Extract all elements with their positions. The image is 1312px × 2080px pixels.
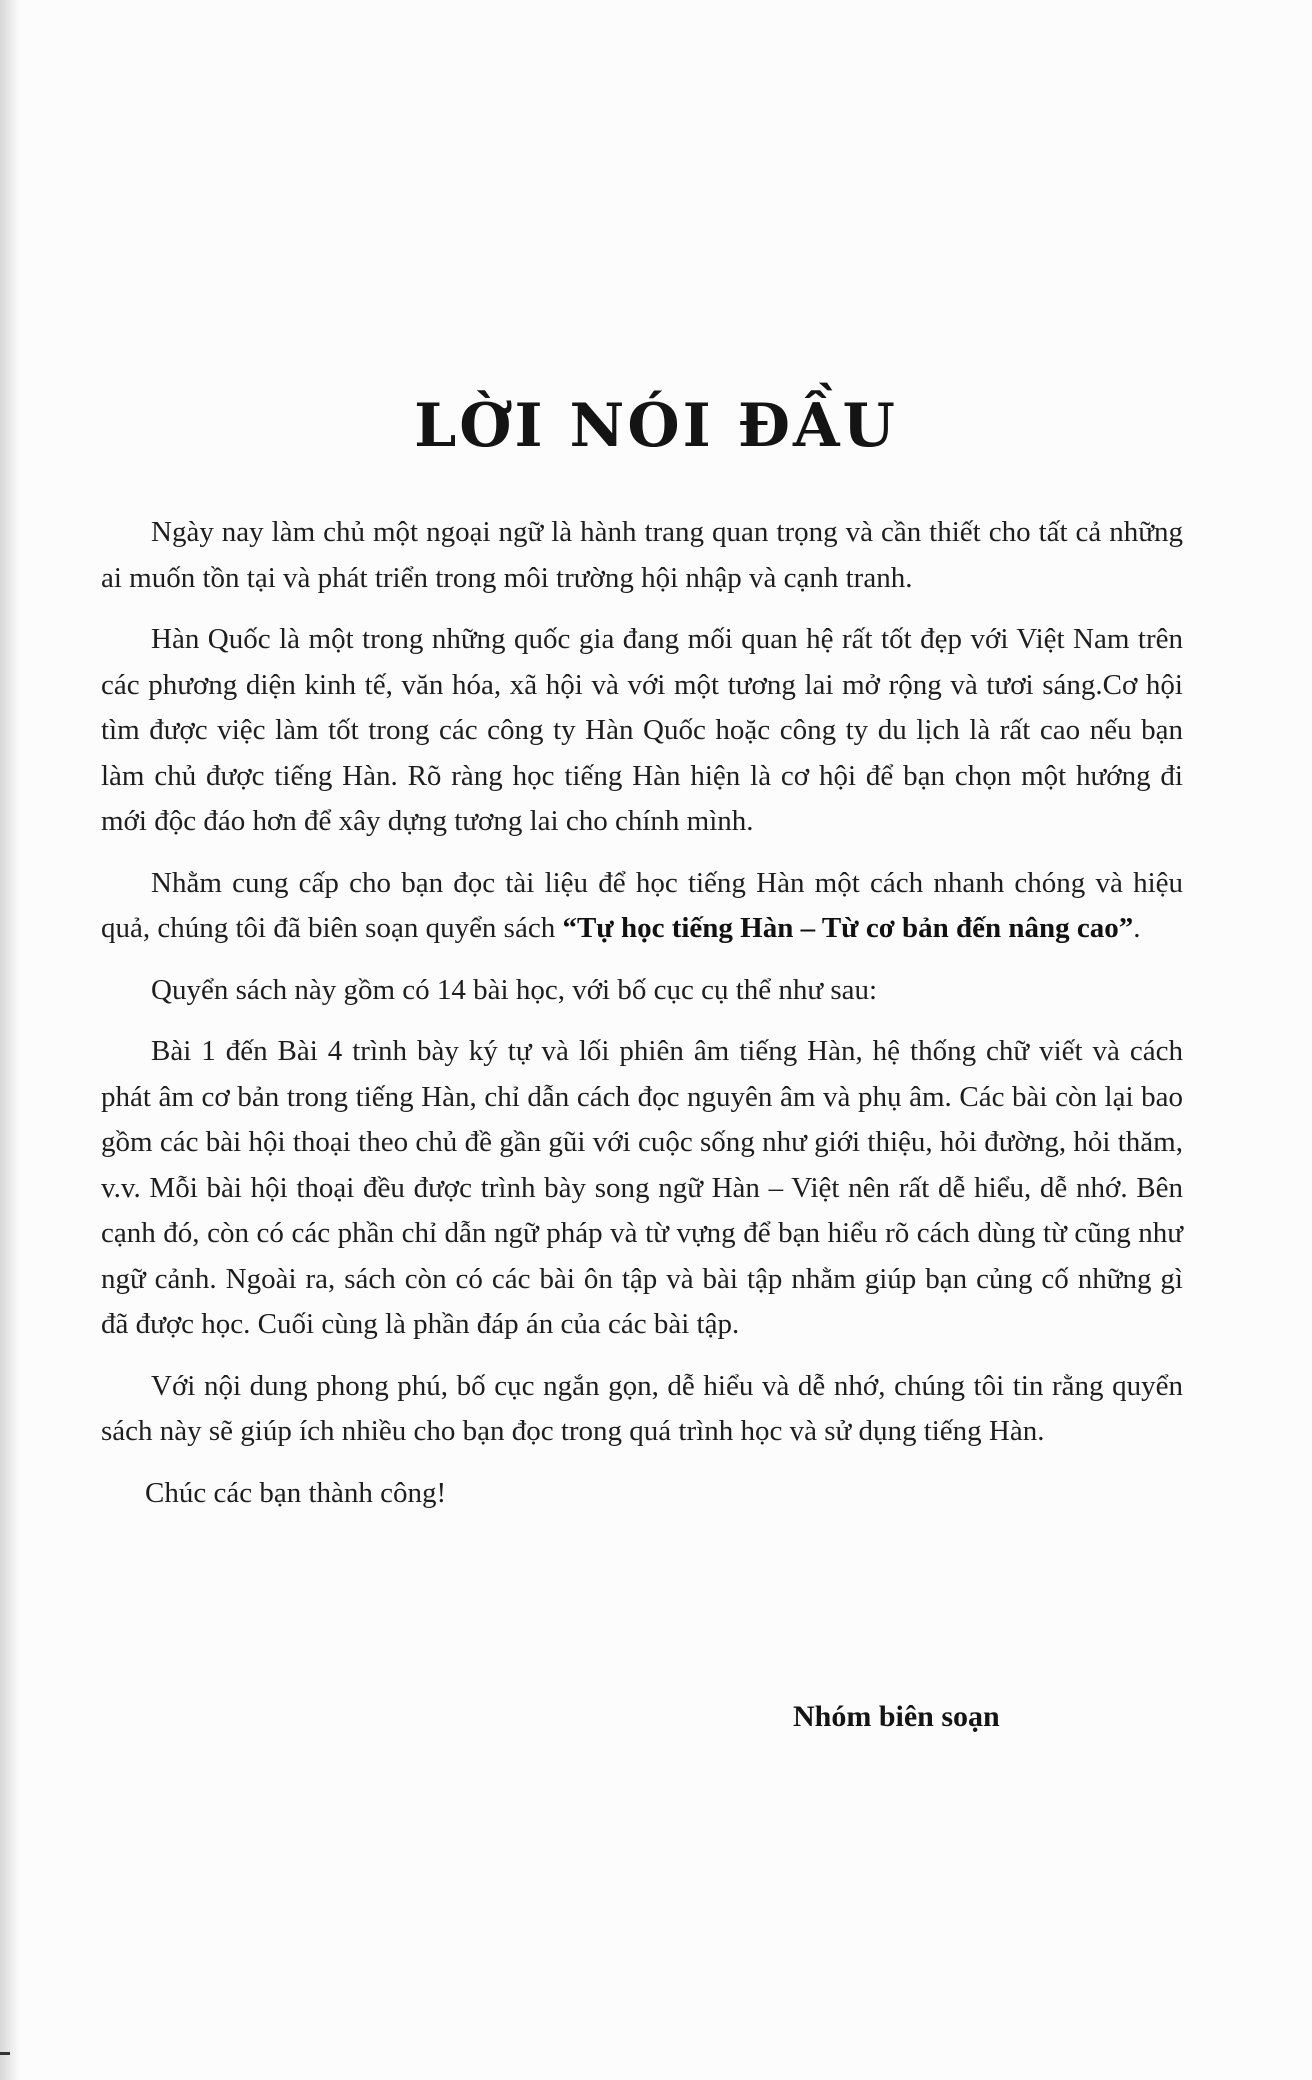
paragraph-korea-relations: Hàn Quốc là một trong những quốc gia đang mối quan hệ rất tốt đẹp với Việt Nam trên các phương diện kinh tế, văn hóa, xã hội và với một tương lai mở rộng và tươi sáng.Cơ hội tìm được việc làm tốt trong các công ty Hàn Quốc hoặc công ty du lịch là rất cao nếu bạn làm chủ được tiếng Hàn. Rõ ràng học tiếng Hàn hiện là cơ hội để bạn chọn một hướng đi mới độc đáo hơn để xây dựng tương lai cho chính mình.: [101, 623, 1183, 837]
paragraph-lesson-overview: Bài 1 đến Bài 4 trình bày ký tự và lối phiên âm tiếng Hàn, hệ thống chữ viết và cách phát âm cơ bản trong tiếng Hàn, chỉ dẫn cách đọc nguyên âm và phụ âm. Các bài còn lại bao gồm các bài hội thoại theo chủ đề gần gũi với cuộc sống như giới thiệu, hỏi đường, hỏi thăm, v.v. Mỗi bài hội thoại đều được trình bày song ngữ Hàn – Việt nên rất dễ hiểu, dễ nhớ. Bên cạnh đó, còn có các phần chỉ dẫn ngữ pháp và từ vựng để bạn hiểu rõ cách dùng từ cũng như ngữ cảnh. Ngoài ra, sách còn có các bài ôn tập và bài tập nhằm giúp bạn củng cố những gì đã được học. Cuối cùng là phần đáp án của các bài tập.: [101, 1035, 1183, 1340]
page-edge-mark: [0, 2052, 10, 2055]
author-signature: Nhóm biên soạn: [793, 1700, 1000, 1733]
paragraph-book-purpose: [101, 861, 1183, 952]
paragraph-conclusion: Với nội dung phong phú, bố cục ngắn gọn, dễ hiểu và dễ nhớ, chúng tôi tin rằng quyển sách này sẽ giúp ích nhiều cho bạn đọc trong quá trình học và sử dụng tiếng Hàn.: [101, 1369, 1183, 1447]
page-title: LỜI NÓI ĐẦU: [414, 391, 898, 461]
closing-wish: Chúc các bạn thành công!: [145, 1476, 447, 1509]
paragraph-intro: Ngày nay làm chủ một ngoại ngữ là hành trang quan trọng và cần thiết cho tất cả những ai muốn tồn tại và phát triển trong môi trường hội nhập và cạnh tranh.: [101, 516, 1183, 594]
paragraph-structure-intro: Quyển sách này gồm có 14 bài học, với bố cục cụ thể như sau:: [151, 973, 878, 1006]
paragraph-book-purpose-lead: Nhằm cung cấp cho bạn đọc tài liệu để học tiếng Hàn một cách nhanh chóng và hiệu quả, chúng tôi đã biên soạn quyển sách: [101, 866, 1183, 944]
paragraph-book-purpose-end: .: [1133, 912, 1141, 944]
page-binding-shadow: [0, 0, 20, 2080]
book-title-quote: “Tự học tiếng Hàn – Từ cơ bản đến nâng cao”: [562, 912, 1134, 944]
preface-body: [101, 510, 1183, 1516]
